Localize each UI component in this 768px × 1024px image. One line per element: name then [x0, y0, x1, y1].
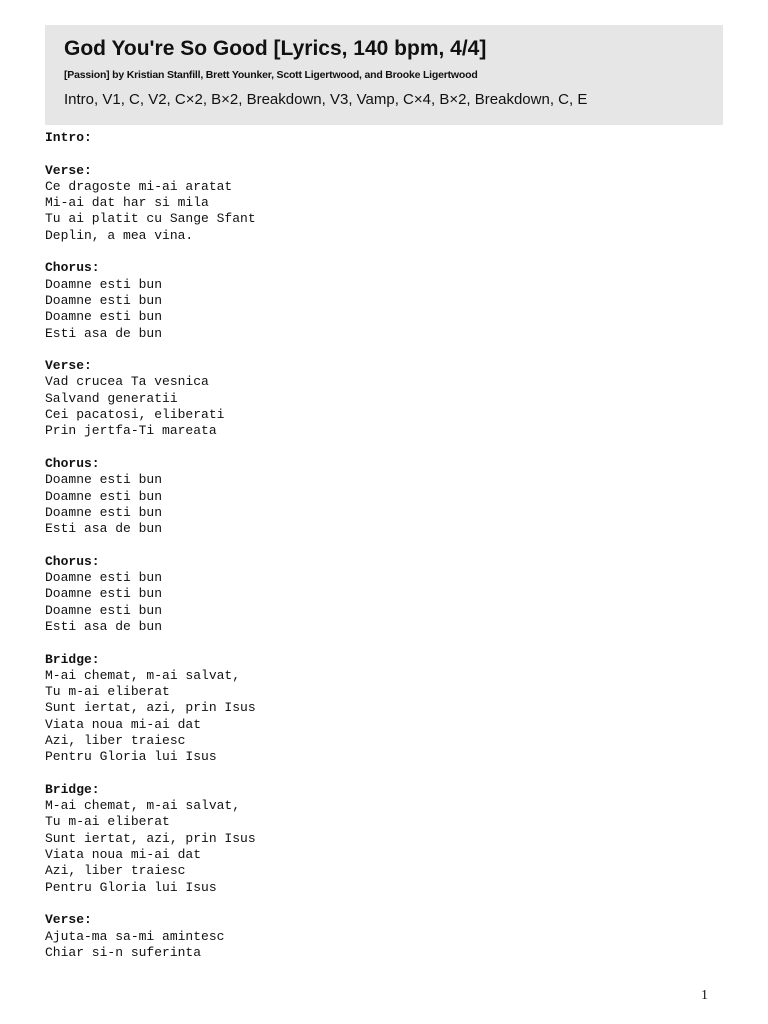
lyric-line: Sunt iertat, azi, prin Isus	[45, 700, 256, 716]
lyric-line: Pentru Gloria lui Isus	[45, 879, 217, 895]
lyric-line: Ce dragoste mi-ai aratat	[45, 178, 233, 194]
lyric-section	[45, 912, 725, 961]
section-label: Intro:	[45, 130, 92, 145]
lyric-line: M-ai chemat, m-ai salvat,	[45, 667, 241, 683]
section-label: Verse:	[45, 912, 92, 928]
lyric-line: Tu m-ai eliberat	[45, 684, 170, 700]
lyric-line: Azi, liber traiesc	[45, 732, 186, 748]
lyric-line: Doamne esti bun	[45, 292, 163, 308]
section-label: Verse:	[45, 162, 92, 178]
lyric-line: M-ai chemat, m-ai salvat,	[45, 798, 241, 814]
lyric-line: Chiar si-n suferinta	[45, 944, 202, 960]
lyric-section	[45, 130, 725, 146]
song-title: God You're So Good [Lyrics, 140 bpm, 4/4]	[64, 37, 487, 60]
lyric-line: Viata noua mi-ai dat	[45, 716, 202, 732]
lyrics-body	[45, 130, 725, 977]
section-label: Bridge:	[45, 651, 100, 667]
lyric-line: Ajuta-ma sa-mi amintesc	[45, 928, 225, 944]
lyric-line: Deplin, a mea vina.	[45, 227, 194, 243]
lyric-line: Viata noua mi-ai dat	[45, 847, 202, 863]
lyric-line: Azi, liber traiesc	[45, 863, 186, 879]
lyric-section	[45, 652, 725, 766]
song-arrangement: Intro, V1, C, V2, C×2, B×2, Breakdown, V3, Vamp, C×4, B×2, Breakdown, C, E	[64, 91, 588, 108]
lyric-line: Tu m-ai eliberat	[45, 814, 170, 830]
lyric-line: Doamne esti bun	[45, 586, 163, 602]
lyric-line: Doamne esti bun	[45, 504, 163, 520]
section-label: Verse:	[45, 358, 92, 374]
section-label: Chorus:	[45, 260, 100, 276]
page-number: 1	[701, 988, 708, 1003]
lyric-line: Prin jertfa-Ti mareata	[45, 423, 217, 439]
song-authors: [Passion] by Kristian Stanfill, Brett Younker, Scott Ligertwood, and Brooke Ligertwood	[64, 69, 478, 81]
section-label: Chorus:	[45, 455, 100, 471]
lyric-line: Doamne esti bun	[45, 488, 163, 504]
lyric-line: Cei pacatosi, eliberati	[45, 407, 225, 423]
lyric-line: Mi-ai dat har si mila	[45, 195, 209, 211]
lyric-section	[45, 554, 725, 635]
lyric-line: Doamne esti bun	[45, 276, 163, 292]
lyric-line: Salvand generatii	[45, 390, 178, 406]
lyric-section	[45, 456, 725, 537]
lyric-line: Vad crucea Ta vesnica	[45, 374, 209, 390]
lyric-section	[45, 260, 725, 341]
lyric-line: Esti asa de bun	[45, 521, 163, 537]
lyric-line: Doamne esti bun	[45, 309, 163, 325]
lyric-line: Tu ai platit cu Sange Sfant	[45, 211, 256, 227]
lyric-line: Pentru Gloria lui Isus	[45, 749, 217, 765]
lyric-line: Esti asa de bun	[45, 325, 163, 341]
lyric-line: Doamne esti bun	[45, 602, 163, 618]
song-header	[45, 25, 723, 125]
section-label: Bridge:	[45, 781, 100, 797]
lyric-line: Doamne esti bun	[45, 472, 163, 488]
lyric-section	[45, 358, 725, 439]
lyric-line: Doamne esti bun	[45, 570, 163, 586]
lyric-section	[45, 163, 725, 244]
section-label: Chorus:	[45, 553, 100, 569]
lyric-line: Sunt iertat, azi, prin Isus	[45, 830, 256, 846]
lyric-line: Esti asa de bun	[45, 618, 163, 634]
lyric-section	[45, 782, 725, 896]
